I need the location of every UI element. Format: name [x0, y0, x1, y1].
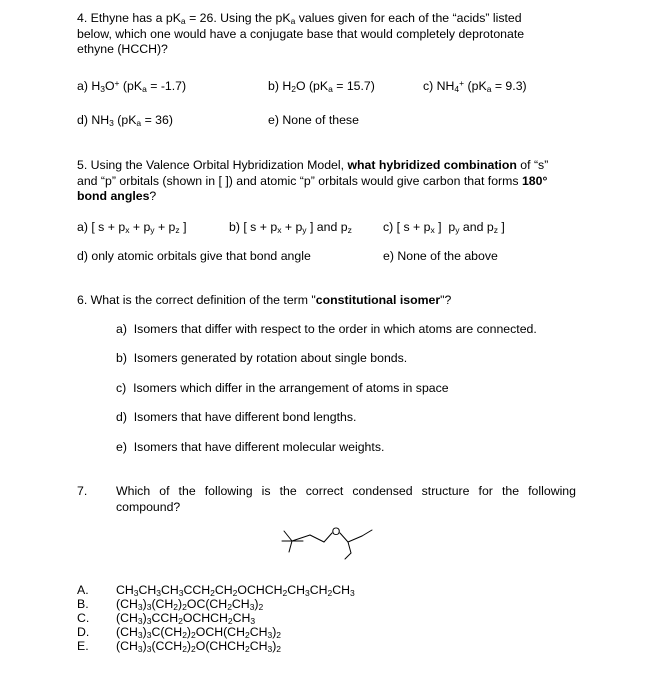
- q7-option-d: $(CH_3)_3C(CH_2)_2OCH(CH_2CH_3)_2$: [116, 625, 282, 640]
- q7-letter-c: C.: [77, 611, 90, 625]
- q7-option-a: $CH_3CH_3CH_3CCH_2CH_2OCHCH_2CH_3CH_2CH_3$: [116, 583, 355, 598]
- q7-letter-e: E.: [77, 639, 89, 653]
- q6-option-b: b) Isomers generated by rotation about single bonds.: [116, 351, 408, 365]
- q7-letter-b: B.: [77, 597, 89, 611]
- q7-letter-d: D.: [77, 625, 90, 639]
- q7-option-b: $(CH_3)_3(CH_2)_2OC(CH_2CH_3)_2$: [116, 597, 264, 612]
- q6-option-d: d) Isomers that have different bond lengths.: [116, 410, 357, 424]
- q6-option-c: c) Isomers which differ in the arrangement of atoms in space: [116, 381, 449, 395]
- q4-option-d: d) $NH_3$ $(pK_a = 36)$: [77, 113, 173, 128]
- q5-stem: 5. Using the Valence Orbital Hybridization Model, what hybridized combination of “s” and “p” orbitals (shown in [ ]) and atomic “p” orbitals would give carbon that forms 180° bond angles?: [77, 158, 549, 203]
- q4-stem: 4. Ethyne has a $pK_a = 26$. Using the $pK_a$ values given for each of the “acids” listed below, which one would have a conjugate base that would completely deprotonate ethyne (HCCH)?: [77, 11, 525, 56]
- q4-option-c: c) $NH_4^+$ $(pK_a = 9.3)$: [423, 78, 527, 94]
- q4-option-b: b) $H_2O$ $(pK_a = 15.7)$: [268, 79, 375, 94]
- q5-option-b: b) [ $s + p_x + p_y$ ] and $p_z$: [229, 220, 352, 235]
- q7-option-e: $(CH_3)_3(CCH_2)_2O(CHCH_2CH_3)_2$: [116, 639, 282, 654]
- q4-option-a: a) $H_3O^+$ $(pK_a = -1.7)$: [77, 78, 187, 94]
- q4-option-e: e) None of these: [268, 113, 359, 127]
- q7-stem: Which of the following is the correct condensed structure for the following compound?: [116, 484, 576, 514]
- q7-letter-a: A.: [77, 583, 89, 597]
- q5-option-d: d) only atomic orbitals give that bond angle: [77, 249, 311, 263]
- q7-option-c: $(CH_3)_3CCH_2OCHCH_2CH_3$: [116, 611, 256, 626]
- q5-option-c: c) [ $s + p_x$ ] $p_y$ and $p_z$ ]: [383, 220, 505, 235]
- q5-option-a: a) [ $s + p_x + p_y + p_z$ ]: [77, 220, 187, 235]
- q6-option-e: e) Isomers that have different molecular weights.: [116, 440, 385, 454]
- q6-option-a: a) Isomers that differ with respect to the order in which atoms are connected.: [116, 322, 537, 336]
- q5-option-e: e) None of the above: [383, 249, 498, 263]
- q6-stem: 6. What is the correct definition of the term "constitutional isomer"?: [77, 293, 452, 307]
- q7-number: 7.: [77, 484, 88, 498]
- skeletal-structure: [272, 522, 382, 562]
- oxygen-label: O: [331, 526, 341, 538]
